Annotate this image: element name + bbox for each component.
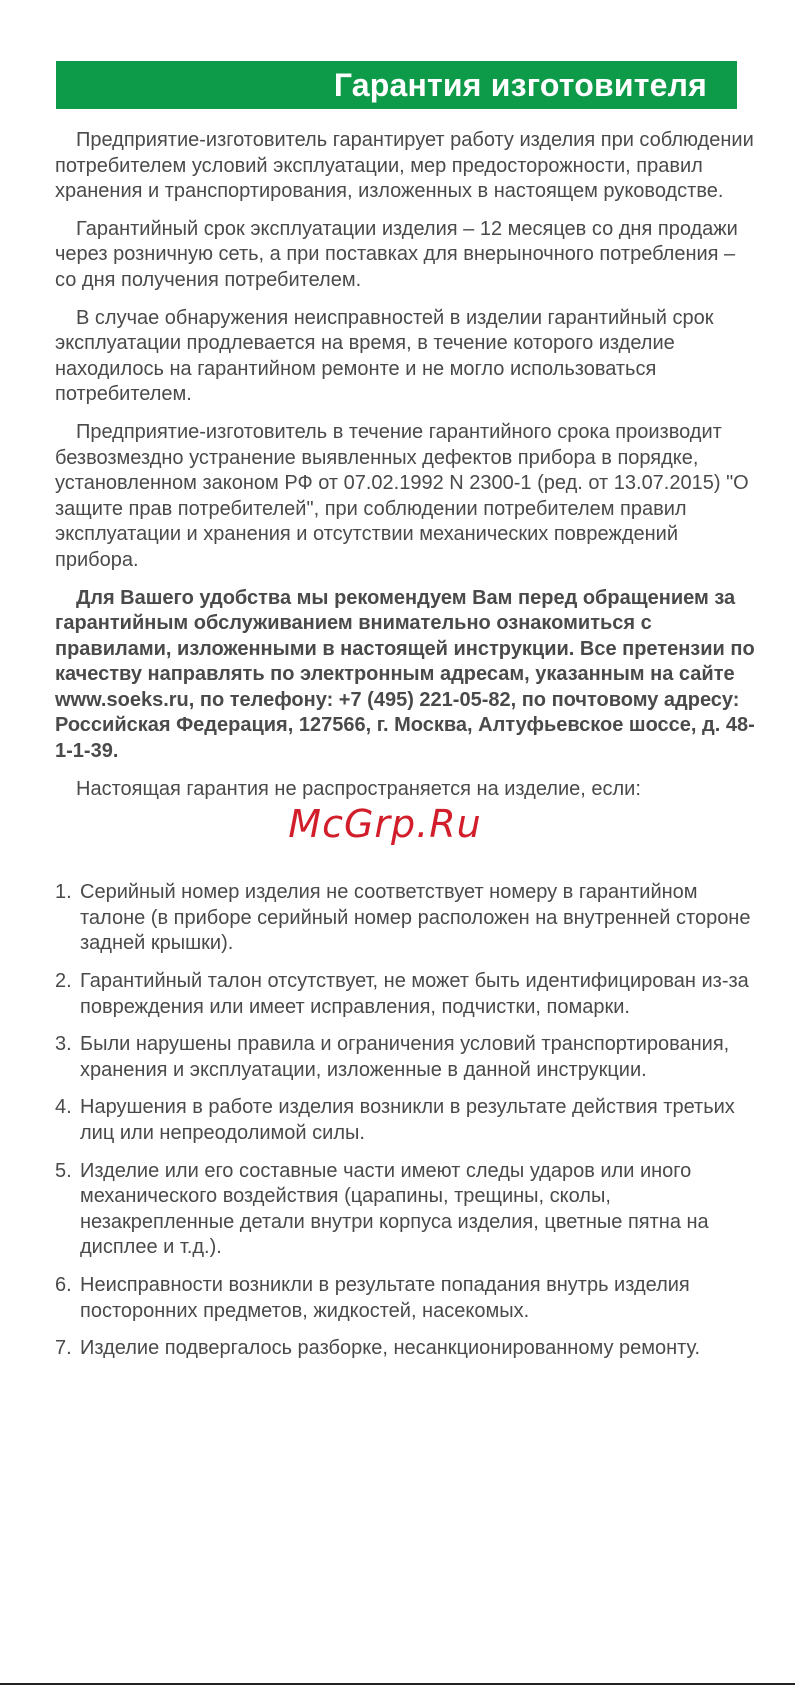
document-body: [55, 128, 755, 1374]
list-item: [55, 1095, 755, 1146]
list-item-text: Гарантийный талон отсутствует, не может быть идентифицирован из-за повреждения или имеет исправления, подчистки, помарки.: [80, 970, 749, 1018]
list-item: [55, 1159, 755, 1261]
notice-paragraph: Для Вашего удобства мы рекомендуем Вам перед обращением за гарантийным обслуживанием внимательно ознакомиться с правилами, изложенными в настоящей инструкции. Все претензии по качеству направлять по электронным адресам, указанным на сайте www.soeks.ru, по телефону: +7 (495) 221-05-82, по почтовому адресу: Российская Федерация, 127566, г. Москва, Алтуфьевское шоссе, д. 48-1-1-39.: [55, 586, 755, 763]
list-item-number: 6.: [55, 1273, 72, 1296]
list-item-number: 2.: [55, 970, 72, 993]
list-item-text: Неисправности возникли в результате попадания внутрь изделия посторонних предметов, жидкостей, насекомых.: [80, 1273, 690, 1322]
list-item: [55, 969, 755, 1020]
header-bar: [56, 61, 737, 109]
list-item-text: Нарушения в работе изделия возникли в результате действия третьих лиц или непреодолимой силы.: [80, 1096, 735, 1144]
list-item-text: Изделие подвергалось разборке, несанкционированному ремонту.: [80, 1337, 701, 1360]
list-item-number: 7.: [55, 1337, 72, 1360]
page-title: Гарантия изготовителя: [333, 67, 707, 103]
list-item-text: Изделие или его составные части имеют следы ударов или иного механического воздействия (царапины, трещины, сколы, незакрепленные детали внутри корпуса изделия, цветные пятна на дисплее и т.д.).: [80, 1159, 709, 1259]
paragraph-warranty-period: Гарантийный срок эксплуатации изделия – 12 месяцев со дня продажи через розничную сеть, а при поставках для внерыночного потребления – со дня получения потребителем.: [55, 217, 738, 291]
list-item: [55, 1273, 755, 1324]
list-item: [55, 1032, 755, 1083]
list-item-number: 5.: [55, 1159, 72, 1182]
list-item-number: 4.: [55, 1096, 72, 1119]
paragraph-free-repair: Предприятие-изготовитель в течение гарантийного срока производит безвозмездно устранение выявленных дефектов прибора в порядке, установленном законом РФ от 07.02.1992 N 2300-1 (ред. от 13.07.2015) "О защите прав потребителей", при соблюдении потребителем правил эксплуатации и хранения и отсутствии механических повреждений прибора.: [55, 420, 749, 571]
exclusions-intro: Настоящая гарантия не распространяется на изделие, если:: [76, 777, 641, 800]
paragraph-warranty-extension: В случае обнаружения неисправностей в изделии гарантийный срок эксплуатации продлевается на время, в течение которого изделие находилось на гарантийном ремонте и не могло использоваться потребителем.: [55, 306, 714, 406]
list-item-text: Были нарушены правила и ограничения условий транспортирования, хранения и эксплуатации, изложенные в данной инструкции.: [80, 1033, 730, 1081]
exclusions-list: [55, 880, 755, 1362]
list-item-number: 3.: [55, 1033, 72, 1056]
list-item: [55, 1336, 755, 1362]
watermark-text: McGrp.Ru: [288, 802, 482, 847]
paragraph-warranty-intro: Предприятие-изготовитель гарантирует работу изделия при соблюдении потребителем условий эксплуатации, мер предосторожности, правил хранения и транспортирования, изложенных в настоящем руководстве.: [55, 129, 754, 203]
list-item-number: 1.: [55, 881, 72, 904]
list-item: [55, 880, 755, 957]
list-item-text: Серийный номер изделия не соответствует номеру в гарантийном талоне (в приборе серийный номер расположен на внутренней стороне задней крышки).: [80, 881, 751, 955]
